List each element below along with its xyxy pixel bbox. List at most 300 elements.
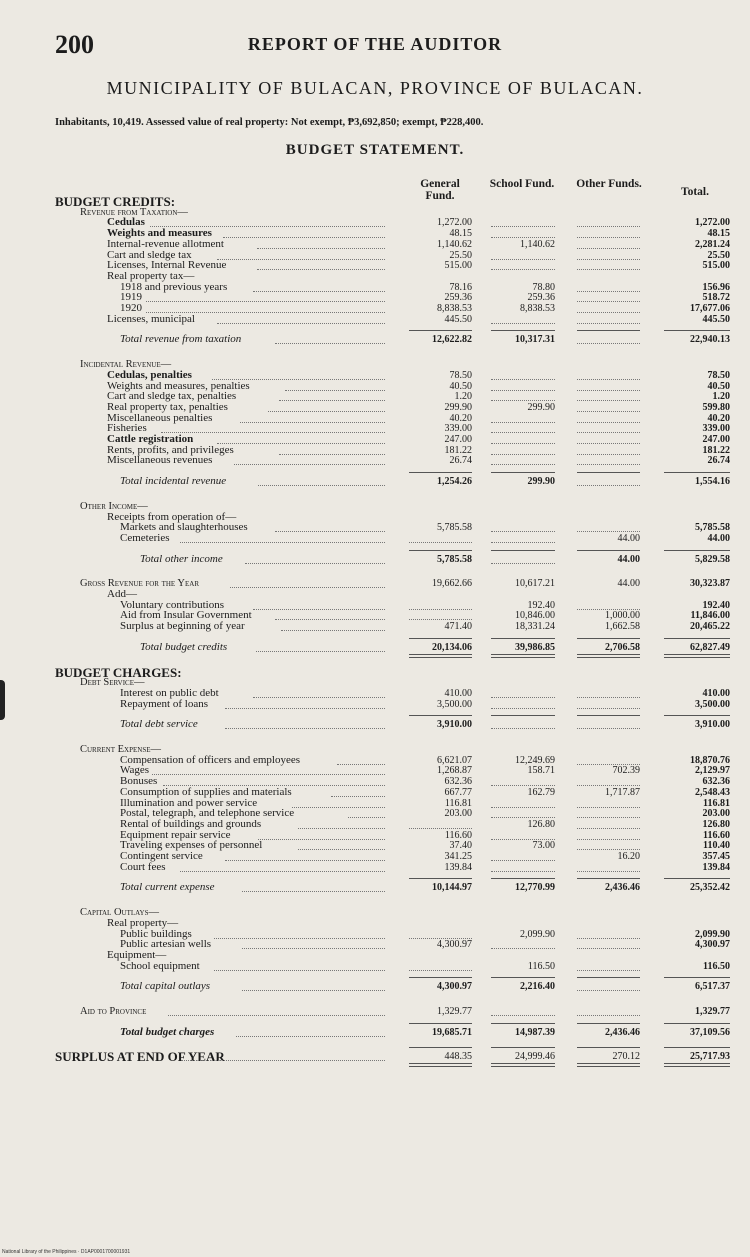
leader-dots: [242, 948, 385, 949]
total-rule: [664, 550, 730, 551]
row-label: Court fees: [120, 860, 166, 873]
row-label: Capital Outlays—: [80, 907, 160, 919]
row-label: Total budget credits: [140, 640, 228, 653]
amount-cell: 1,329.77: [437, 1006, 472, 1017]
amount-cell: 1.20: [454, 391, 472, 403]
blank-cell: [491, 443, 555, 444]
amount-cell: 20,465.22: [690, 621, 730, 633]
total-rule: [409, 878, 472, 879]
row-label: 1920: [120, 302, 142, 314]
row-label: Real property tax—: [107, 269, 195, 282]
amount-cell: 471.40: [444, 621, 472, 633]
blank-cell: [491, 464, 555, 465]
total-rule: [491, 638, 555, 639]
blank-cell: [577, 301, 640, 302]
amount-cell: 6,517.37: [695, 981, 730, 993]
amount-cell: 11,846.00: [690, 610, 730, 622]
amount-cell: 26.74: [707, 455, 730, 467]
leader-dots: [223, 237, 385, 238]
amount-cell: 110.40: [703, 840, 730, 852]
amount-cell: 2,099.90: [520, 928, 555, 940]
row-label: Total revenue from taxation: [120, 333, 242, 346]
leader-dots: [281, 630, 385, 631]
amount-cell: 4,300.97: [437, 981, 472, 993]
amount-cell: 44.00: [617, 578, 640, 590]
amount-cell: 448.35: [444, 1051, 472, 1063]
leader-dots: [242, 990, 385, 991]
blank-cell: [577, 400, 640, 401]
amount-cell: 2,099.90: [695, 928, 730, 940]
amount-cell: 518.72: [702, 292, 730, 304]
blank-cell: [577, 464, 640, 465]
row-label: Weights and measures, penalties: [107, 379, 250, 392]
amount-cell: 116.60: [703, 829, 730, 841]
leader-dots: [253, 291, 385, 292]
leader-dots: [279, 454, 385, 455]
leader-dots: [285, 390, 385, 391]
row-label: Cart and sledge tax: [107, 248, 192, 261]
blank-cell: [409, 970, 472, 971]
row-label: Cedulas, penalties: [107, 368, 192, 381]
amount-cell: 192.40: [702, 599, 730, 611]
amount-cell: 12,249.69: [515, 754, 555, 766]
total-rule: [664, 1047, 730, 1048]
amount-cell: 8,838.53: [520, 303, 555, 314]
amount-cell: 78.50: [707, 369, 730, 381]
total-rule: [409, 550, 472, 551]
amount-cell: 4,300.97: [437, 939, 472, 951]
amount-cell: 14,987.39: [515, 1026, 555, 1038]
amount-cell: 702.39: [612, 765, 640, 777]
amount-cell: 341.25: [444, 851, 472, 862]
amount-cell: 2,129.97: [695, 765, 730, 777]
amount-cell: 632.36: [702, 776, 730, 788]
amount-cell: 203.00: [444, 808, 472, 820]
row-label: Cemeteries: [120, 531, 170, 544]
row-label: Internal-revenue allotment: [107, 237, 224, 250]
row-label: BUDGET CREDITS:: [55, 194, 176, 209]
leader-dots: [253, 609, 385, 610]
row-label: Weights and measures: [107, 227, 212, 240]
row-label: Contingent service: [120, 850, 203, 862]
leader-dots: [268, 411, 385, 412]
row-label: Interest on public debt: [120, 686, 219, 699]
amount-cell: 3,500.00: [437, 698, 472, 710]
amount-cell: 5,785.58: [437, 522, 472, 534]
amount-cell: 22,940.13: [690, 334, 730, 346]
double-rule: [409, 657, 472, 658]
amount-cell: 12,770.99: [515, 882, 555, 894]
amount-cell: 5,829.58: [695, 553, 730, 565]
leader-dots: [217, 323, 385, 324]
blank-cell: [491, 728, 555, 729]
amount-cell: 19,662.66: [432, 578, 472, 590]
amount-cell: 3,910.00: [695, 719, 730, 731]
amount-cell: 25.50: [449, 249, 472, 261]
blank-cell: [491, 259, 555, 260]
amount-cell: 12,622.82: [432, 334, 472, 346]
inhabitants-line: Inhabitants, 10,419. Assessed value of real property: Not exempt, ₱3,692,850; exempt, ₱228,400.: [55, 117, 484, 128]
amount-cell: 126.80: [702, 818, 730, 830]
page-number: 200: [55, 30, 94, 59]
row-label: Bonuses: [120, 775, 158, 788]
amount-cell: 299.90: [444, 401, 472, 413]
total-rule: [409, 715, 472, 716]
amount-cell: 1,254.26: [437, 476, 472, 488]
blank-cell: [577, 343, 640, 344]
double-rule: [577, 1066, 640, 1067]
amount-cell: 40.50: [707, 380, 730, 392]
leader-dots: [298, 828, 385, 829]
leader-dots: [161, 432, 385, 433]
row-label: Public artesian wells: [120, 938, 212, 951]
amount-cell: 19,685.71: [432, 1026, 472, 1038]
amount-cell: 8,838.53: [437, 303, 472, 314]
leader-dots: [214, 970, 385, 971]
blank-cell: [491, 390, 555, 391]
row-label: Compensation of officers and employees: [120, 753, 301, 766]
blank-cell: [577, 237, 640, 238]
amount-cell: 3,910.00: [437, 719, 472, 731]
amount-cell: 247.00: [702, 434, 730, 445]
row-label: 1918 and previous years: [120, 280, 228, 293]
total-rule: [664, 330, 730, 331]
blank-cell: [577, 728, 640, 729]
amount-cell: 2,436.46: [605, 1026, 640, 1038]
leader-dots: [182, 1060, 385, 1061]
blank-cell: [491, 269, 555, 270]
blank-cell: [577, 970, 640, 971]
total-rule: [491, 330, 555, 331]
amount-cell: 1,000.00: [605, 610, 640, 622]
blank-cell: [491, 697, 555, 698]
leader-dots: [234, 464, 385, 465]
amount-cell: 78.16: [449, 281, 472, 293]
row-label: Total budget charges: [120, 1025, 215, 1038]
blank-cell: [577, 454, 640, 455]
double-rule: [664, 1066, 730, 1067]
leader-dots: [253, 697, 385, 698]
total-rule: [409, 977, 472, 978]
row-label: Cart and sledge tax, penalties: [107, 390, 237, 403]
amount-cell: 18,870.76: [690, 754, 730, 766]
leader-dots: [180, 871, 385, 872]
double-rule: [491, 1063, 555, 1064]
total-rule: [577, 550, 640, 551]
amount-cell: 339.00: [444, 423, 472, 435]
leader-dots: [217, 259, 385, 260]
amount-cell: 299.90: [527, 401, 555, 413]
leader-dots: [275, 619, 385, 620]
amount-cell: 48.15: [449, 228, 472, 240]
row-label: Total current expense: [120, 881, 215, 894]
leader-dots: [275, 343, 385, 344]
amount-cell: 299.90: [527, 476, 555, 488]
blank-cell: [491, 531, 555, 532]
blank-cell: [577, 485, 640, 486]
total-rule: [491, 715, 555, 716]
total-rule: [577, 878, 640, 879]
double-rule: [577, 654, 640, 655]
amount-cell: 126.80: [527, 818, 555, 830]
total-rule: [577, 638, 640, 639]
amount-cell: 599.80: [702, 401, 730, 413]
blank-cell: [491, 948, 555, 949]
leader-dots: [337, 764, 385, 765]
row-label: Current Expense—: [80, 744, 161, 755]
blank-cell: [491, 860, 555, 861]
row-label: Other Income—: [80, 500, 148, 512]
amount-cell: 5,785.58: [437, 553, 472, 565]
double-rule: [664, 1063, 730, 1064]
leader-dots: [348, 817, 385, 818]
amount-cell: 30,323.87: [690, 578, 730, 590]
total-rule: [491, 1023, 555, 1024]
blank-cell: [491, 807, 555, 808]
total-rule: [577, 977, 640, 978]
report-title: REPORT OF THE AUDITOR: [247, 34, 503, 54]
total-rule: [577, 472, 640, 473]
amount-cell: 445.50: [444, 313, 472, 325]
amount-cell: 37.40: [449, 840, 472, 852]
column-header-general-fund: General Fund.: [420, 178, 460, 202]
amount-cell: 632.36: [444, 776, 472, 788]
amount-cell: 2,548.43: [695, 786, 730, 798]
amount-cell: 357.45: [702, 851, 730, 862]
row-label: Total incidental revenue: [120, 475, 227, 488]
blank-cell: [577, 432, 640, 433]
amount-cell: 20,134.06: [432, 641, 472, 653]
statement-title: BUDGET STATEMENT.: [285, 142, 465, 158]
blank-cell: [577, 379, 640, 380]
amount-cell: 2,436.46: [605, 882, 640, 894]
row-label: Real property—: [107, 916, 179, 929]
row-label: BUDGET CHARGES:: [55, 664, 182, 680]
amount-cell: 139.84: [444, 861, 472, 873]
amount-cell: 73.00: [532, 840, 555, 852]
leader-dots: [257, 269, 385, 270]
double-rule: [491, 1066, 555, 1067]
amount-cell: 1,140.62: [437, 238, 472, 250]
total-rule: [577, 1047, 640, 1048]
blank-cell: [577, 269, 640, 270]
amount-cell: 10,317.31: [515, 334, 555, 346]
blank-cell: [577, 990, 640, 991]
amount-cell: 1,662.58: [605, 621, 640, 633]
blank-cell: [491, 422, 555, 423]
blank-cell: [577, 839, 640, 840]
blank-cell: [577, 259, 640, 260]
row-label: Miscellaneous revenues: [107, 454, 213, 467]
row-label: Equipment—: [107, 948, 167, 961]
amount-cell: 116.50: [527, 960, 555, 972]
amount-cell: 139.84: [702, 861, 730, 873]
source-footer: National Library of the Philippines · D1AP0001700001931: [2, 1249, 131, 1255]
amount-cell: 5,785.58: [695, 522, 730, 534]
blank-cell: [577, 443, 640, 444]
row-label: Debt Service—: [80, 677, 145, 689]
row-label: Equipment repair service: [120, 828, 231, 841]
blank-cell: [577, 938, 640, 939]
total-rule: [577, 330, 640, 331]
total-rule: [577, 1023, 640, 1024]
blank-cell: [491, 708, 555, 709]
amount-cell: 515.00: [702, 260, 730, 272]
amount-cell: 44.00: [617, 532, 640, 544]
blank-cell: [491, 1015, 555, 1016]
row-label: SURPLUS AT END OF YEAR: [55, 1049, 225, 1065]
blank-cell: [491, 871, 555, 872]
amount-cell: 667.77: [444, 786, 472, 798]
amount-cell: 1,329.77: [695, 1006, 730, 1017]
amount-cell: 10,617.21: [515, 578, 555, 590]
amount-cell: 116.81: [444, 797, 472, 809]
total-rule: [491, 977, 555, 978]
amount-cell: 1,268.87: [437, 765, 472, 777]
amount-cell: 270.12: [612, 1051, 640, 1063]
leader-dots: [146, 301, 385, 302]
total-rule: [491, 472, 555, 473]
amount-cell: 40.20: [449, 412, 472, 424]
amount-cell: 44.00: [617, 553, 640, 565]
blank-cell: [577, 697, 640, 698]
leader-dots: [225, 708, 385, 709]
leader-dots: [256, 651, 385, 652]
amount-cell: 1.20: [712, 391, 730, 403]
amount-cell: 18,331.24: [515, 621, 555, 633]
row-label: Gross Revenue for the Year: [80, 578, 200, 590]
row-label: Postal, telegraph, and telephone service: [120, 807, 295, 820]
leader-dots: [279, 400, 385, 401]
double-rule: [664, 657, 730, 658]
amount-cell: 10,144.97: [432, 882, 472, 894]
total-rule: [409, 638, 472, 639]
amount-cell: 17,677.06: [690, 303, 730, 314]
leader-dots: [258, 839, 385, 840]
blank-cell: [577, 323, 640, 324]
row-label: Revenue from Taxation—: [80, 206, 188, 218]
leader-dots: [152, 774, 385, 775]
row-label: Repayment of loans: [120, 697, 208, 710]
amount-cell: 445.50: [702, 313, 730, 325]
total-rule: [409, 1047, 472, 1048]
leader-dots: [217, 443, 385, 444]
row-label: Licenses, Internal Revenue: [107, 259, 227, 272]
leader-dots: [225, 860, 385, 861]
leader-dots: [258, 485, 385, 486]
amount-cell: 410.00: [444, 687, 472, 699]
total-rule: [664, 638, 730, 639]
row-label: Licenses, municipal: [107, 312, 195, 325]
blank-cell: [577, 708, 640, 709]
double-rule: [409, 1063, 472, 1064]
blank-cell: [491, 379, 555, 380]
total-rule: [409, 1023, 472, 1024]
double-rule: [491, 654, 555, 655]
row-label: Surplus at beginning of year: [120, 620, 245, 633]
amount-cell: 2,706.58: [605, 641, 640, 653]
total-rule: [409, 472, 472, 473]
amount-cell: 25,352.42: [690, 882, 730, 894]
amount-cell: 515.00: [444, 260, 472, 272]
amount-cell: 339.00: [702, 423, 730, 435]
row-label: Aid from Insular Government: [120, 609, 252, 622]
amount-cell: 247.00: [444, 434, 472, 445]
double-rule: [664, 654, 730, 655]
amount-cell: 158.71: [527, 765, 555, 777]
row-label: Cattle registration: [107, 433, 194, 445]
row-label: Real property tax, penalties: [107, 400, 228, 413]
blank-cell: [491, 226, 555, 227]
amount-cell: 259.36: [444, 292, 472, 304]
blank-cell: [491, 563, 555, 564]
leader-dots: [257, 248, 385, 249]
blank-cell: [491, 454, 555, 455]
row-label: Public buildings: [120, 927, 192, 940]
total-rule: [491, 550, 555, 551]
amount-cell: 37,109.56: [690, 1026, 730, 1038]
amount-cell: 3,500.00: [695, 698, 730, 710]
amount-cell: 10,846.00: [515, 610, 555, 622]
row-label: School equipment: [120, 959, 200, 972]
blank-cell: [577, 422, 640, 423]
blank-cell: [577, 948, 640, 949]
double-rule: [577, 657, 640, 658]
row-label: Incidental Revenue—: [80, 359, 172, 371]
blank-cell: [577, 312, 640, 313]
row-label: Markets and slaughterhouses: [120, 521, 248, 534]
double-rule: [577, 1063, 640, 1064]
leader-dots: [331, 796, 385, 797]
blank-cell: [491, 323, 555, 324]
total-rule: [664, 1023, 730, 1024]
leader-dots: [240, 422, 385, 423]
blank-cell: [577, 1015, 640, 1016]
total-rule: [577, 715, 640, 716]
amount-cell: 24,999.46: [515, 1051, 555, 1063]
leader-dots: [298, 849, 385, 850]
leader-dots: [292, 807, 385, 808]
row-label: Add—: [107, 588, 137, 600]
amount-cell: 1,272.00: [695, 217, 730, 229]
row-label: Aid to Province: [80, 1006, 147, 1017]
row-label: Total capital outlays: [120, 980, 211, 993]
amount-cell: 116.81: [703, 797, 730, 809]
amount-cell: 4,300.97: [695, 939, 730, 951]
amount-cell: 16.20: [617, 851, 640, 862]
page-edge-mark: [0, 680, 5, 720]
amount-cell: 259.36: [527, 292, 555, 304]
amount-cell: 156.96: [702, 281, 730, 293]
amount-cell: 2,216.40: [520, 981, 555, 993]
blank-cell: [491, 432, 555, 433]
blank-cell: [409, 609, 472, 610]
amount-cell: 40.20: [707, 412, 730, 424]
row-label: Miscellaneous penalties: [107, 411, 213, 424]
leader-dots: [225, 728, 385, 729]
amount-cell: 1,717.87: [605, 786, 640, 798]
amount-cell: 203.00: [702, 808, 730, 820]
blank-cell: [577, 817, 640, 818]
blank-cell: [577, 248, 640, 249]
blank-cell: [577, 828, 640, 829]
amount-cell: 78.80: [532, 281, 555, 293]
blank-cell: [577, 411, 640, 412]
double-rule: [409, 654, 472, 655]
total-rule: [664, 977, 730, 978]
blank-cell: [577, 390, 640, 391]
amount-cell: 181.22: [444, 444, 472, 456]
